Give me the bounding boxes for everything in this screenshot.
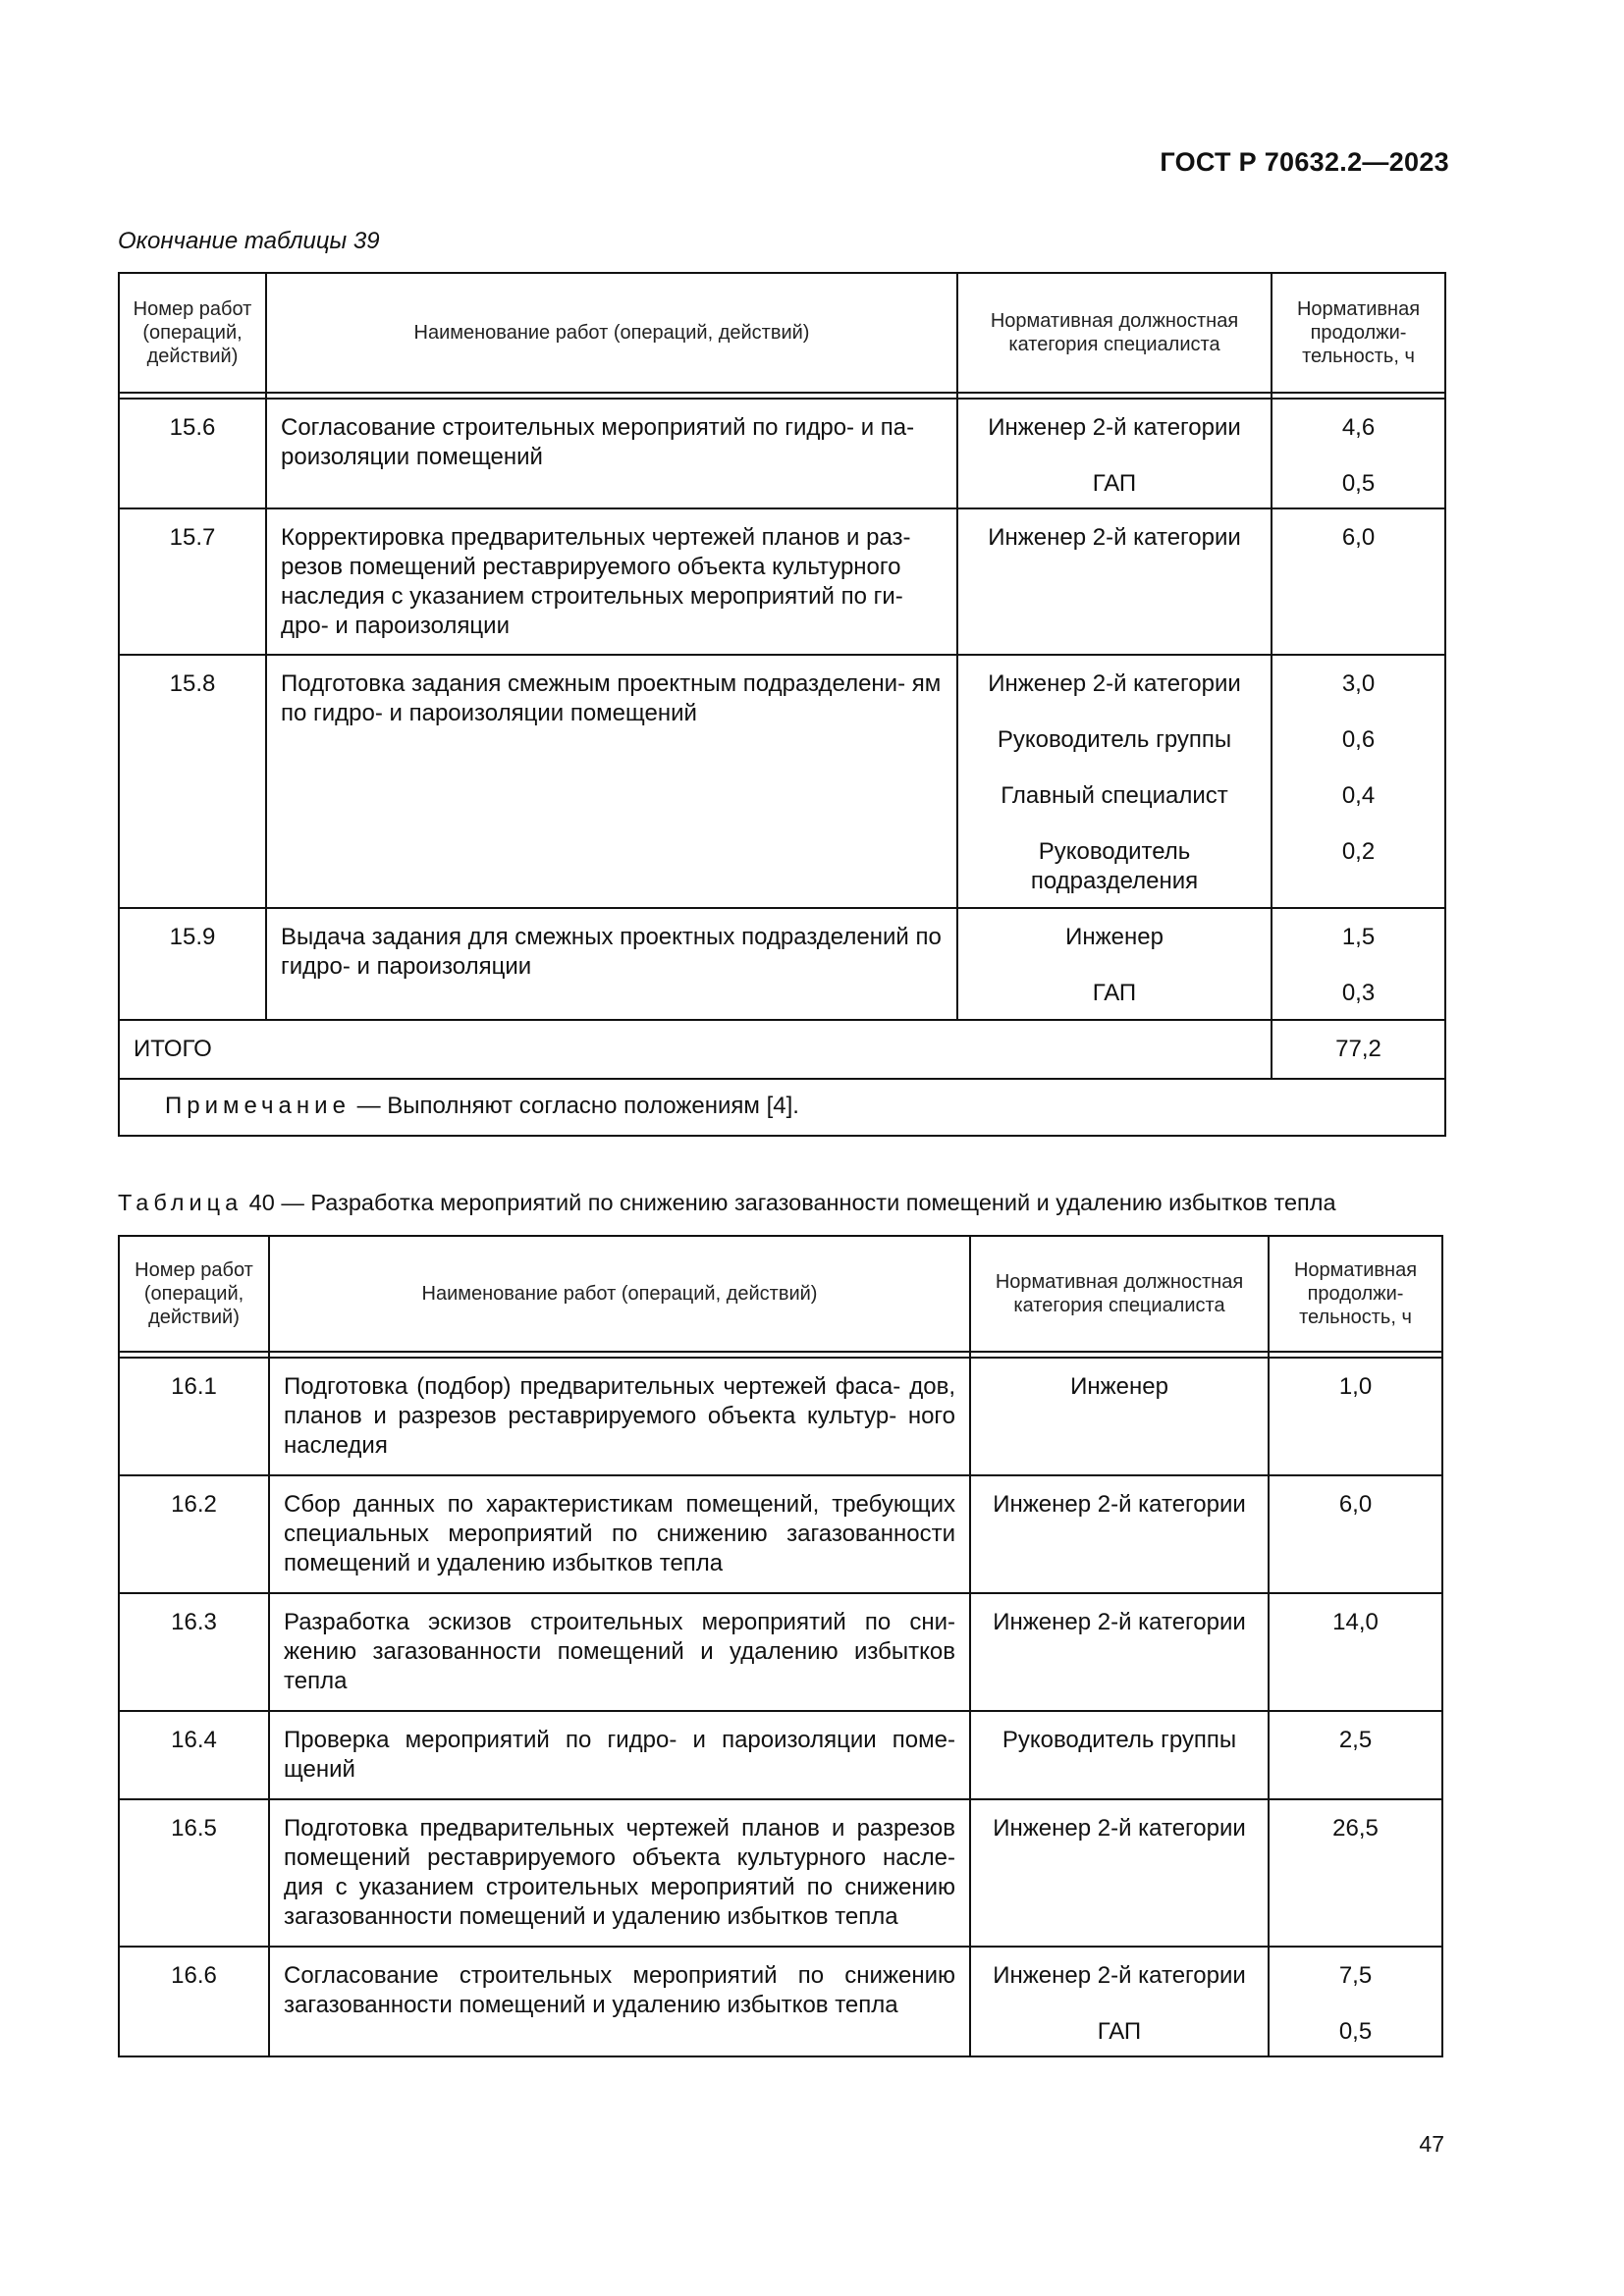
row-positions — [971, 1712, 1270, 1800]
header-name: Наименование работ (операций, действий) — [267, 272, 958, 394]
position: ГАП — [1092, 980, 1137, 1006]
row-number: 16.2 — [118, 1476, 270, 1594]
header-duration: Нормативная продолжи- тельность, ч — [1270, 1235, 1443, 1353]
table-row — [118, 509, 1446, 656]
row-number: 16.5 — [118, 1800, 270, 1948]
row-number: 15.8 — [118, 656, 267, 909]
table-40-caption — [118, 1190, 1336, 1216]
position: Инженер 2-й категории — [988, 670, 1241, 697]
row-durations — [1270, 1948, 1443, 2057]
position: Инженер 2-й категории — [993, 1609, 1246, 1635]
document-code: ГОСТ Р 70632.2—2023 — [1160, 147, 1449, 177]
position: Руководитель группы — [997, 726, 1232, 753]
total-value: 77,2 — [1272, 1021, 1446, 1080]
row-positions — [971, 1359, 1270, 1476]
row-positions — [971, 1476, 1270, 1594]
table-row — [118, 1948, 1443, 2057]
row-number: 16.6 — [118, 1948, 270, 2057]
position: Инженер 2-й категории — [988, 414, 1241, 441]
row-positions — [958, 909, 1272, 1021]
row-name: Согласование строительных мероприятий по снижению загазованности помещений и удалению избытков тепла — [270, 1948, 971, 2057]
position: Главный специалист — [1001, 782, 1228, 809]
row-name: Подготовка предварительных чертежей планов и разрезов помещений реставрируемого объекта культурного насле- дия с указанием строительных мероприятий по снижению загазованности помещений и удалению избытков тепла — [270, 1800, 971, 1948]
duration: 6,0 — [1338, 1491, 1373, 1518]
header-duration: Нормативная продолжи- тельность, ч — [1272, 272, 1446, 394]
table-row — [118, 1712, 1443, 1800]
duration: 1,5 — [1341, 924, 1376, 950]
position: Инженер — [1065, 924, 1164, 950]
header-number: Номер работ (операций, действий) — [118, 272, 267, 394]
duration: 7,5 — [1338, 1962, 1373, 1989]
table-row — [118, 656, 1446, 909]
row-durations — [1270, 1359, 1443, 1476]
row-number: 15.9 — [118, 909, 267, 1021]
page-number: 47 — [1419, 2131, 1444, 2157]
header-name: Наименование работ (операций, действий) — [270, 1235, 971, 1353]
row-name: Подготовка (подбор) предварительных чертежей фаса- дов, планов и разрезов реставрируемого объекта культур- ного наследия — [270, 1359, 971, 1476]
table-39-caption: Окончание таблицы 39 — [118, 228, 380, 254]
duration: 1,0 — [1338, 1373, 1373, 1400]
duration: 0,6 — [1341, 726, 1376, 753]
caption-label: Таблица — [118, 1190, 244, 1215]
row-durations — [1270, 1594, 1443, 1712]
row-durations — [1272, 909, 1446, 1021]
row-positions — [971, 1948, 1270, 2057]
table-row — [118, 1800, 1443, 1948]
row-name: Сбор данных по характеристикам помещений, требующих специальных мероприятий по снижению загазованности помещений и удалению избытков тепла — [270, 1476, 971, 1594]
row-name: Подготовка задания смежным проектным подразделени- ям по гидро- и пароизоляции помещений — [267, 656, 958, 909]
row-durations — [1270, 1800, 1443, 1948]
row-name: Разработка эскизов строительных мероприятий по сни- жению загазованности помещений и удалению избытков тепла — [270, 1594, 971, 1712]
row-name: Проверка мероприятий по гидро- и пароизоляции поме- щений — [270, 1712, 971, 1800]
row-positions — [958, 509, 1272, 656]
row-durations — [1272, 656, 1446, 909]
row-durations — [1272, 509, 1446, 656]
row-name: Согласование строительных мероприятий по гидро- и па- роизоляции помещений — [267, 400, 958, 509]
table-row — [118, 1476, 1443, 1594]
duration: 6,0 — [1341, 524, 1376, 551]
duration: 2,5 — [1338, 1727, 1373, 1753]
duration: 0,5 — [1338, 2018, 1373, 2045]
row-positions — [958, 656, 1272, 909]
row-number: 16.4 — [118, 1712, 270, 1800]
note-row — [118, 1080, 1446, 1137]
row-number: 15.7 — [118, 509, 267, 656]
row-positions — [971, 1594, 1270, 1712]
total-label: ИТОГО — [118, 1021, 1272, 1080]
table-row — [118, 1359, 1443, 1476]
note-label: Примечание — [165, 1093, 351, 1119]
duration: 3,0 — [1341, 670, 1376, 697]
row-number: 16.1 — [118, 1359, 270, 1476]
row-name: Корректировка предварительных чертежей планов и раз- резов помещений реставрируемого объекта культурного наследия с указанием строительных мероприятий по ги- дро- и пароизоляции — [267, 509, 958, 656]
row-number: 15.6 — [118, 400, 267, 509]
table-row — [118, 1594, 1443, 1712]
position: Инженер 2-й категории — [993, 1962, 1246, 1989]
total-row — [118, 1021, 1446, 1080]
header-number: Номер работ (операций, действий) — [118, 1235, 270, 1353]
position: Руководитель подразделения — [1030, 838, 1199, 894]
row-name: Выдача задания для смежных проектных подразделений по гидро- и пароизоляции — [267, 909, 958, 1021]
row-durations — [1270, 1712, 1443, 1800]
position: ГАП — [1097, 2018, 1142, 2045]
duration: 14,0 — [1332, 1609, 1379, 1635]
duration: 0,3 — [1341, 980, 1376, 1006]
row-positions — [958, 400, 1272, 509]
note-text: — Выполняют согласно положениям [4]. — [350, 1093, 799, 1119]
duration: 0,2 — [1341, 838, 1376, 865]
table-note — [118, 1080, 1446, 1137]
duration: 4,6 — [1341, 414, 1376, 441]
table-row — [118, 909, 1446, 1021]
row-positions — [971, 1800, 1270, 1948]
row-durations — [1272, 400, 1446, 509]
duration: 26,5 — [1332, 1815, 1379, 1842]
position: Инженер 2-й категории — [993, 1491, 1246, 1518]
header-position: Нормативная должностная категория специалиста — [971, 1235, 1270, 1353]
duration: 0,5 — [1341, 470, 1376, 497]
table-row — [118, 400, 1446, 509]
position: Инженер 2-й категории — [993, 1815, 1246, 1842]
row-durations — [1270, 1476, 1443, 1594]
position: Инженер 2-й категории — [988, 524, 1241, 551]
position: Инженер — [1070, 1373, 1168, 1400]
duration: 0,4 — [1341, 782, 1376, 809]
position: ГАП — [1092, 470, 1137, 497]
table-40 — [118, 1235, 1443, 2057]
header-position: Нормативная должностная категория специалиста — [958, 272, 1272, 394]
row-number: 16.3 — [118, 1594, 270, 1712]
table-39 — [118, 272, 1446, 1137]
position: Руководитель группы — [1001, 1727, 1237, 1753]
caption-text: 40 — Разработка мероприятий по снижению загазованности помещений и удалению избытков тепла — [243, 1190, 1336, 1215]
